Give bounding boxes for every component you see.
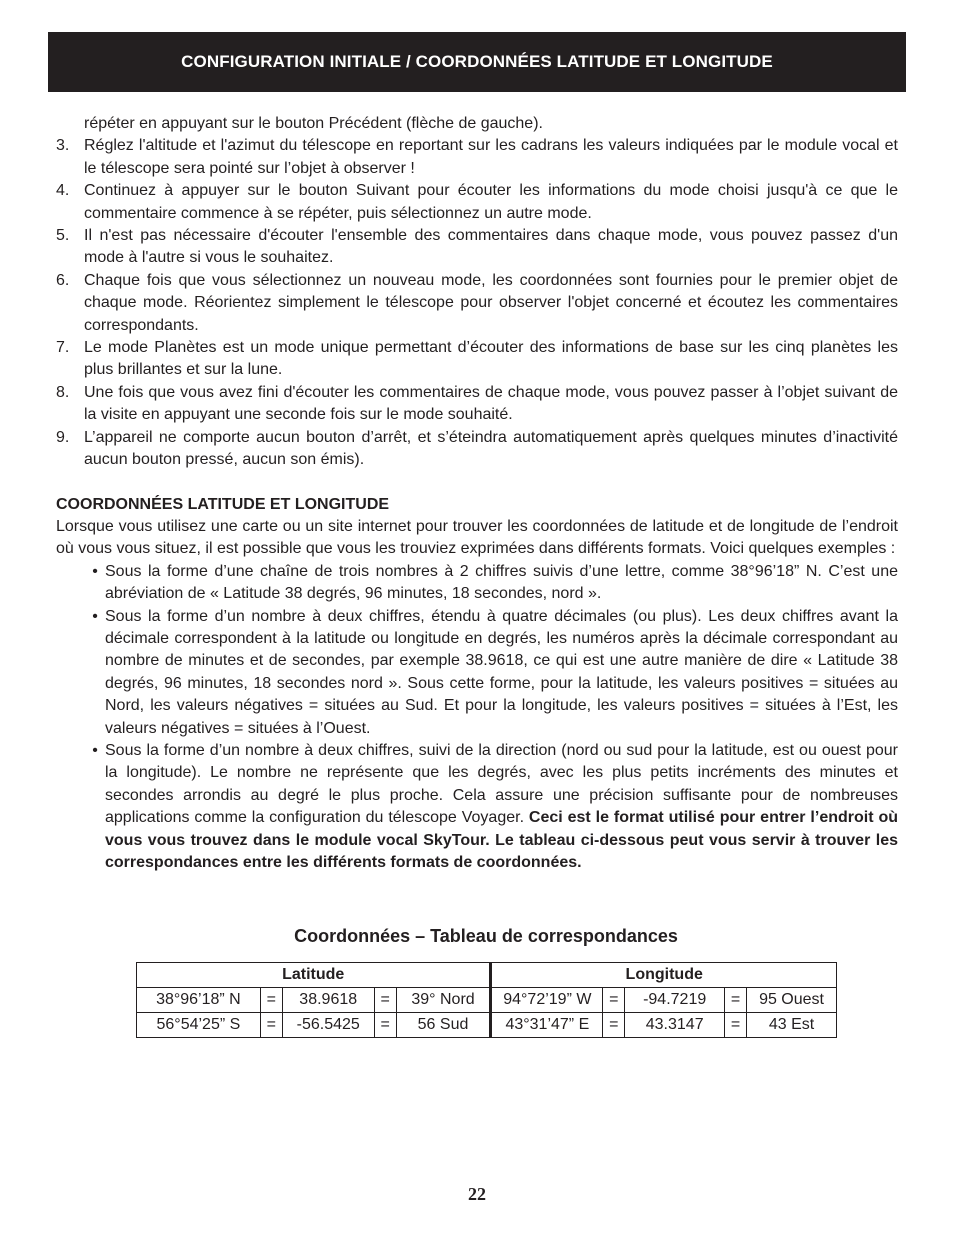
lat-degrees-cell: 56 Sud (396, 1013, 491, 1038)
lon-decimal-cell: 43.3147 (625, 1013, 725, 1038)
equals-cell: = (603, 988, 625, 1013)
step-text: Réglez l'altitude et l'azimut du télescope en reportant sur les cadrans les valeurs indiquées par le module vocal et le télescope sera pointé sur l’objet à observer ! (84, 137, 898, 177)
list-item (56, 135, 898, 180)
step-number: 8. (56, 383, 70, 401)
equals-cell: = (260, 988, 282, 1013)
bullet-icon: • (92, 562, 98, 580)
equals-cell: = (603, 1013, 625, 1038)
longitude-header: Longitude (491, 963, 837, 988)
lat-dms-cell: 56°54’25” S (137, 1013, 261, 1038)
lon-dms-cell: 94°72’19” W (491, 988, 603, 1013)
lat-degrees-cell: 39° Nord (396, 988, 491, 1013)
bullet-text: Sous la forme d’un nombre à deux chiffres, suivi de la direction (nord ou sud pour la latitude, est ou ouest pour la longitude). Le nombre ne représente que les degrés, avec les plus petits incréments des minutes et secondes arrondis au degré le plus proche. Cela assure une précision suffisante pour de nombreuses applications comme la configuration du télescope Voyager. Ceci est le format utilisé pour entrer l’endroit où vous vous trouvez dans le module vocal SkyTour. Le tableau ci-dessous peut vous servir à trouver les correspondances entre les différents formats de coordonnées. (105, 741, 898, 871)
list-item (56, 606, 898, 740)
page-header (48, 32, 906, 92)
step-text: Continuez à appuyer sur le bouton Suivant pour écouter les informations du mode choisi jusqu'à ce que le commentaire commence à se répéter, puis sélectionnez un autre mode. (84, 182, 898, 222)
list-item (56, 337, 898, 382)
step-text: Il n'est pas nécessaire d'écouter l'ensemble des commentaires dans chaque mode, vous pouvez passez d'un mode à l'autre si vous le souhaitez. (84, 227, 898, 267)
step-number: 4. (56, 182, 70, 200)
table-row (137, 988, 837, 1013)
list-item (56, 382, 898, 427)
header-title: CONFIGURATION INITIALE / COORDONNÉES LATITUDE ET LONGITUDE (181, 52, 773, 71)
lon-decimal-cell: -94.7219 (625, 988, 725, 1013)
list-item (56, 427, 898, 472)
step-continuation: répéter en appuyant sur le bouton Précédent (flèche de gauche). (84, 115, 543, 132)
step-number: 5. (56, 227, 70, 245)
latitude-header: Latitude (137, 963, 491, 988)
conversion-table (136, 962, 837, 1038)
list-item (56, 225, 898, 270)
equals-cell: = (374, 988, 396, 1013)
equals-cell: = (260, 1013, 282, 1038)
equals-cell: = (374, 1013, 396, 1038)
bullet-bold-text: Ceci est le format utilisé pour entrer l’endroit où vous vous trouvez dans le module vocal SkyTour. Le tableau ci-dessous peut vous servir à trouver les correspondances entre les différents formats de coordonnées. (105, 809, 898, 871)
step-number: 7. (56, 339, 70, 357)
lat-dms-cell: 38°96’18” N (137, 988, 261, 1013)
bullet-icon: • (92, 741, 98, 759)
lon-degrees-cell: 43 Est (747, 1013, 837, 1038)
main-content (56, 113, 898, 874)
list-item (56, 740, 898, 874)
list-item (56, 561, 898, 606)
lat-decimal-cell: -56.5425 (282, 1013, 374, 1038)
step-number: 6. (56, 271, 70, 289)
bullet-icon: • (92, 607, 98, 625)
steps-list (56, 135, 898, 471)
list-item (56, 270, 898, 337)
page-number: 22 (468, 1184, 486, 1204)
table-row (137, 1013, 837, 1038)
bullet-text: Sous la forme d’un nombre à deux chiffres, étendu à quatre décimales (ou plus). Les deux chiffres avant la décimale correspondent à la latitude ou longitude en degrés, les numéros après la décimale correspondant au nombre de minutes et de secondes, par exemple 38.9618, ce qui est une autre manière de dire « Latitude 38 degrés, 96 minutes, 18 secondes nord ». Sous cette forme, pour la latitude, les valeurs positives = situées au Nord, les valeurs négatives = situées au Sud. Et pour la longitude, les valeurs positives = situées à l’Est, les valeurs négatives = situées à l’Ouest. (105, 607, 898, 737)
step-text: L’appareil ne comporte aucun bouton d’arrêt, et s’éteindra automatiquement après quelques minutes d’inactivité aucun bouton pressé, aucun son émis). (84, 428, 898, 469)
section-intro: Lorsque vous utilisez une carte ou un site internet pour trouver les coordonnées de latitude et de longitude de l’endroit où vous vous situez, il est possible que vous les trouviez exprimées dans différents formats. Voici quelques exemples : (56, 517, 898, 558)
bullet-text: Sous la forme d’une chaîne de trois nombres à 2 chiffres suivis d’une lettre, comme 38°96’18” N. C’est une abréviation de « Latitude 38 degrés, 96 minutes, 18 secondes, nord ». (105, 562, 898, 603)
step-text: Le mode Planètes est un mode unique permettant d’écouter des informations de base sur les cinq planètes les plus brillantes et sur la lune. (84, 339, 898, 379)
table-title: Coordonnées – Tableau de correspondances (294, 926, 678, 946)
section-title: COORDONNÉES LATITUDE ET LONGITUDE (56, 495, 390, 513)
lat-decimal-cell: 38.9618 (282, 988, 374, 1013)
list-item (56, 180, 898, 225)
step-text: Chaque fois que vous sélectionnez un nouveau mode, les coordonnées sont fournies pour le premier objet de chaque mode. Réorientez simplement le télescope pour observer l'objet concerné et écoutez les commentaires correspondants. (84, 271, 898, 334)
step-number: 3. (56, 137, 70, 155)
step-number: 9. (56, 428, 70, 446)
table-header-row (137, 963, 837, 988)
equals-cell: = (725, 1013, 747, 1038)
bullet-list (56, 561, 898, 875)
lon-degrees-cell: 95 Ouest (747, 988, 837, 1013)
equals-cell: = (725, 988, 747, 1013)
lon-dms-cell: 43°31’47” E (491, 1013, 603, 1038)
step-text: Une fois que vous avez fini d'écouter les commentaires de chaque mode, vous pouvez passer à l’objet suivant de la visite en appuyant une seconde fois sur le mode souhaité. (84, 383, 898, 424)
